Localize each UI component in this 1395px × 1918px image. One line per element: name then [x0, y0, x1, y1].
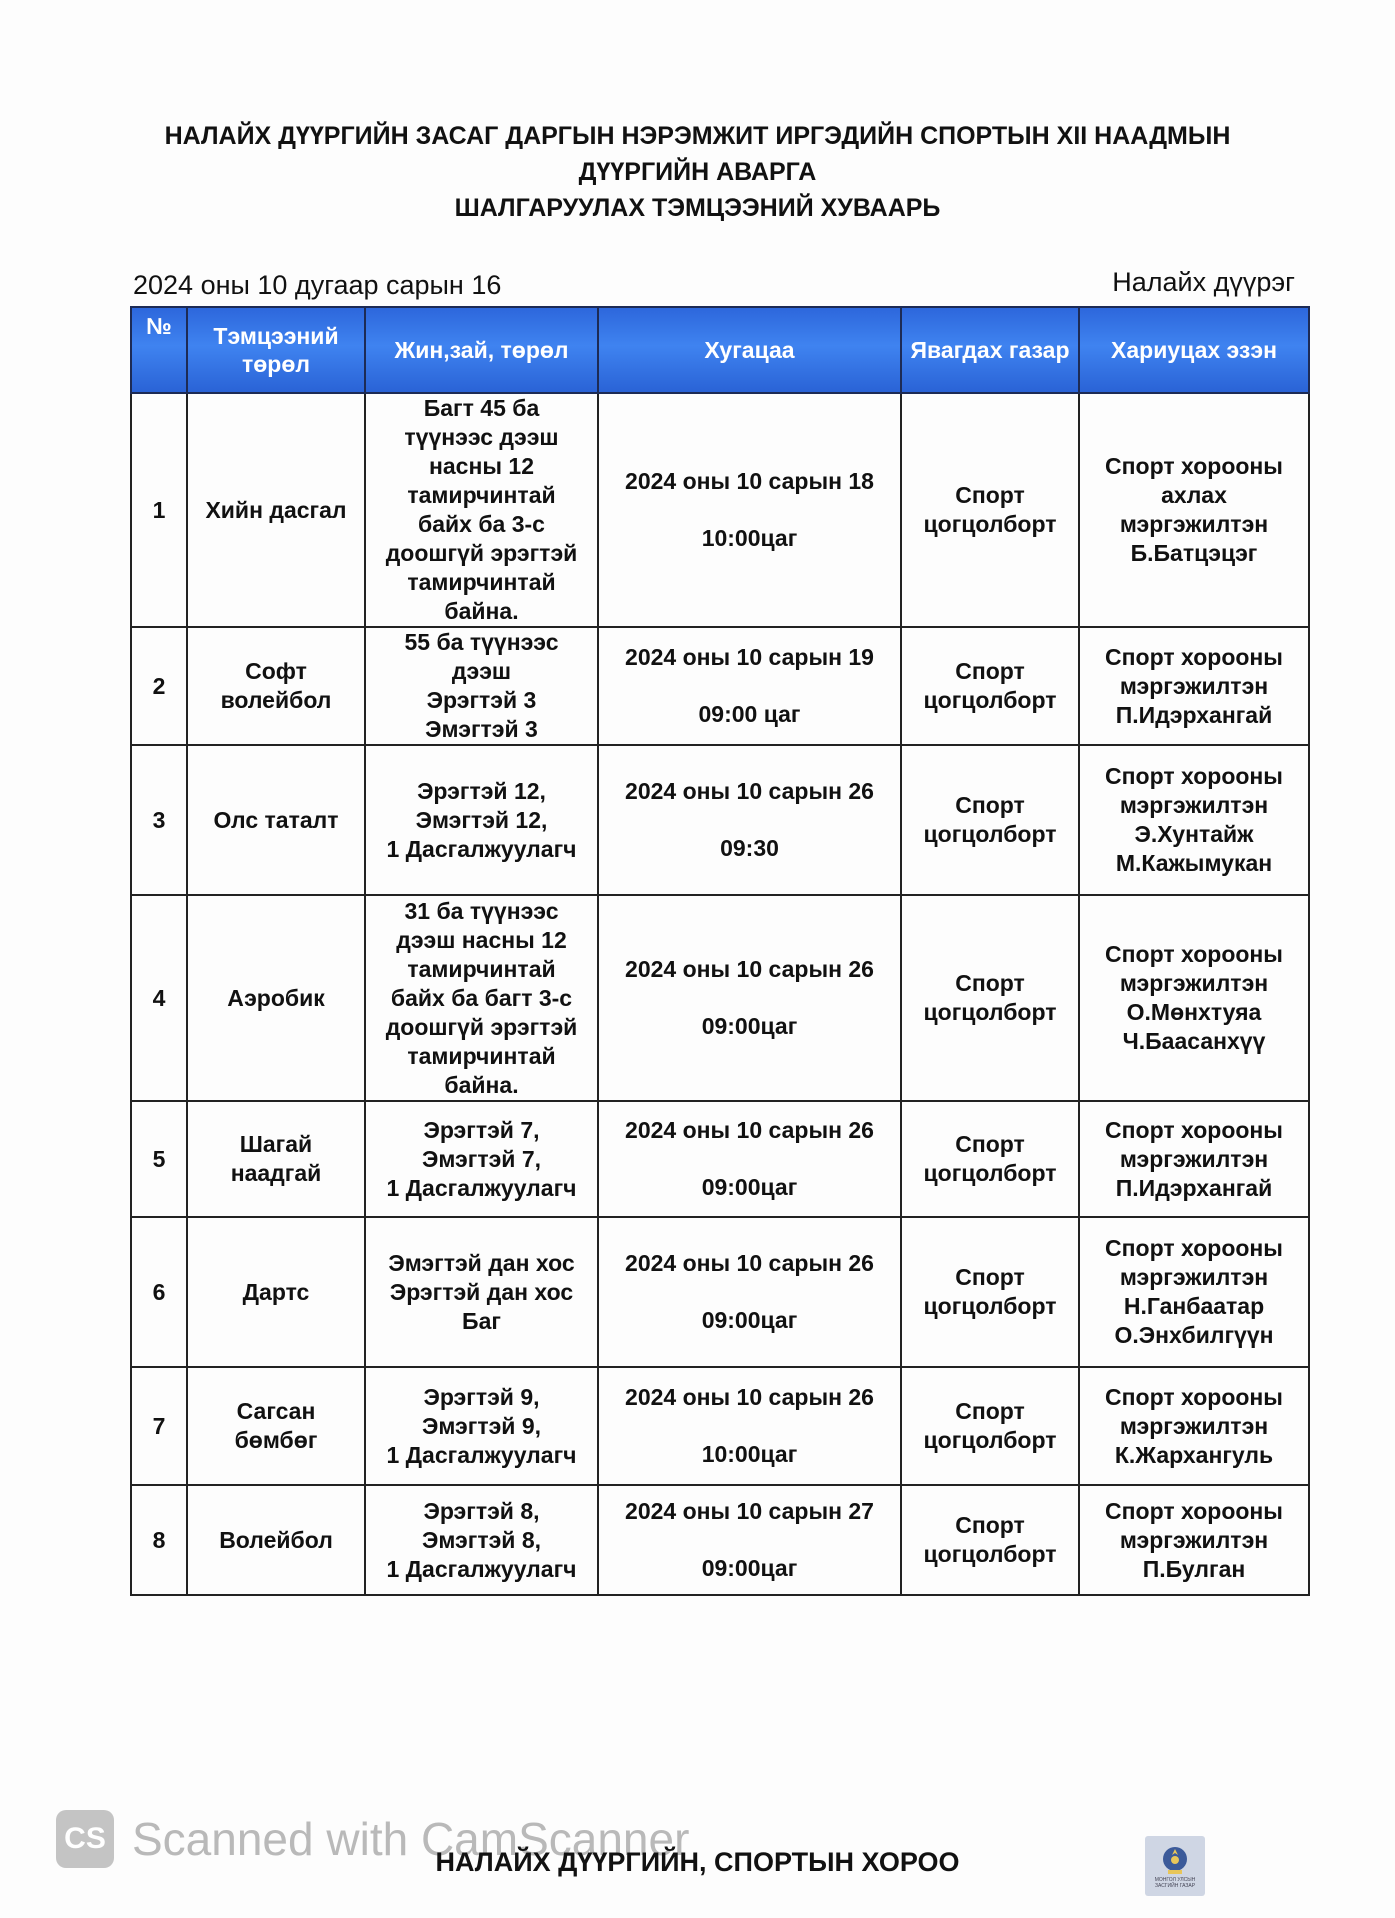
event-type: Аэробик: [187, 895, 365, 1101]
event-type: Волейбол: [187, 1485, 365, 1595]
title-line-1: НАЛАЙХ ДҮҮРГИЙН ЗАСАГ ДАРГЫН НЭРЭМЖИТ ИРГЭДИЙН СПОРТЫН XII НААДМЫН: [164, 122, 1231, 150]
event-owner: Спорт хорооны мэргэжилтэн П.Идэрхангай: [1079, 627, 1309, 745]
event-hour: 10:00цаг: [701, 1441, 798, 1467]
event-participants: 55 ба түүнээс дээш Эрэгтэй 3 Эмэгтэй 3: [365, 627, 598, 745]
table-row: [131, 895, 1309, 1101]
table-row: [131, 1101, 1309, 1217]
event-time: [598, 393, 901, 627]
event-participants: Эрэгтэй 7, Эмэгтэй 7, 1 Дасгалжуулагч: [365, 1101, 598, 1217]
event-participants: Эрэгтэй 8, Эмэгтэй 8, 1 Дасгалжуулагч: [365, 1485, 598, 1595]
event-participants: Эмэгтэй дан хос Эрэгтэй дан хос Баг: [365, 1217, 598, 1367]
document-date: 2024 оны 10 дугаар сарын 16: [133, 270, 502, 300]
event-owner: Спорт хорооны мэргэжилтэн П.Булган: [1079, 1485, 1309, 1595]
watermark-text: Scanned with CamScanner: [132, 1813, 690, 1865]
table-row: [131, 627, 1309, 745]
event-hour: 09:00цаг: [701, 1555, 798, 1581]
table-row: [131, 745, 1309, 895]
table-row: [131, 1367, 1309, 1485]
event-hour: 09:00цаг: [701, 1307, 798, 1333]
event-participants: Эрэгтэй 12, Эмэгтэй 12, 1 Дасгалжуулагч: [365, 745, 598, 895]
row-number: 6: [131, 1217, 187, 1367]
event-venue: Спорт цогцолборт: [901, 1101, 1079, 1217]
event-owner: Спорт хорооны мэргэжилтэн П.Идэрхангай: [1079, 1101, 1309, 1217]
column-header-owner: Хариуцах эзэн: [1079, 307, 1309, 393]
event-date: 2024 оны 10 сарын 27: [625, 1498, 874, 1524]
row-number: 8: [131, 1485, 187, 1595]
event-time: [598, 1101, 901, 1217]
table-header-row: [131, 307, 1309, 393]
event-venue: Спорт цогцолборт: [901, 895, 1079, 1101]
document-location: Налайх дүүрэг: [1112, 267, 1295, 297]
column-header-participants: Жин,зай, төрөл: [365, 307, 598, 393]
event-time: [598, 1367, 901, 1485]
event-time: [598, 627, 901, 745]
table-row: [131, 1485, 1309, 1595]
event-time: [598, 745, 901, 895]
footer-organization: НАЛАЙХ ДҮҮРГИЙН, СПОРТЫН ХОРОО: [435, 1847, 960, 1877]
event-type: Хийн дасгал: [187, 393, 365, 627]
event-type: Дартс: [187, 1217, 365, 1367]
row-number: 3: [131, 745, 187, 895]
event-owner: Спорт хорооны мэргэжилтэн Н.Ганбаатар О.Энхбилгүүн: [1079, 1217, 1309, 1367]
row-number: 4: [131, 895, 187, 1101]
event-date: 2024 оны 10 сарын 26: [625, 1384, 874, 1410]
event-time: [598, 895, 901, 1101]
event-hour: 10:00цаг: [701, 525, 798, 551]
title-line-2: ДҮҮРГИЙН АВАРГА: [578, 158, 817, 186]
schedule-table: [130, 306, 1310, 1596]
event-venue: Спорт цогцолборт: [901, 1485, 1079, 1595]
event-owner: Спорт хорооны мэргэжилтэн К.Жархангуль: [1079, 1367, 1309, 1485]
mongolia-emblem-icon: [1145, 1836, 1205, 1896]
event-time: [598, 1217, 901, 1367]
row-number: 1: [131, 393, 187, 627]
event-owner: Спорт хорооны ахлах мэргэжилтэн Б.Батцэцэг: [1079, 393, 1309, 627]
row-number: 7: [131, 1367, 187, 1485]
row-number: 5: [131, 1101, 187, 1217]
camscanner-logo-icon: CS: [56, 1810, 114, 1868]
event-participants: 31 ба түүнээс дээш насны 12 тамирчинтай байх ба багт 3-с доошгүй эрэгтэй тамирчинтай байна.: [365, 895, 598, 1101]
event-participants: Багт 45 ба түүнээс дээш насны 12 тамирчинтай байх ба 3-с доошгүй эрэгтэй тамирчинтай байна.: [365, 393, 598, 627]
event-venue: Спорт цогцолборт: [901, 627, 1079, 745]
event-hour: 09:00цаг: [701, 1013, 798, 1039]
column-header-number: №: [131, 307, 187, 393]
event-date: 2024 оны 10 сарын 18: [625, 468, 874, 494]
event-type: Сагсан бөмбөг: [187, 1367, 365, 1485]
event-hour: 09:00 цаг: [698, 701, 801, 727]
emblem-shape-icon: [1160, 1843, 1190, 1877]
event-date: 2024 оны 10 сарын 26: [625, 1250, 874, 1276]
event-type: Софт волейбол: [187, 627, 365, 745]
event-date: 2024 оны 10 сарын 26: [625, 778, 874, 804]
event-venue: Спорт цогцолборт: [901, 1367, 1079, 1485]
event-type: Олс таталт: [187, 745, 365, 895]
event-owner: Спорт хорооны мэргэжилтэн Э.Хунтайж М.Кажымукан: [1079, 745, 1309, 895]
event-participants: Эрэгтэй 9, Эмэгтэй 9, 1 Дасгалжуулагч: [365, 1367, 598, 1485]
title-line-3: ШАЛГАРУУЛАХ ТЭМЦЭЭНИЙ ХУВААРЬ: [454, 194, 941, 222]
event-owner: Спорт хорооны мэргэжилтэн О.Мөнхтуяа Ч.Баасанхүү: [1079, 895, 1309, 1101]
event-hour: 09:00цаг: [701, 1174, 798, 1200]
table-row: [131, 1217, 1309, 1367]
column-header-type: Тэмцээний төрөл: [187, 307, 365, 393]
event-date: 2024 оны 10 сарын 19: [625, 644, 874, 670]
event-hour: 09:30: [720, 835, 779, 861]
table-row: [131, 393, 1309, 627]
event-date: 2024 оны 10 сарын 26: [625, 1117, 874, 1143]
column-header-time: Хугацаа: [598, 307, 901, 393]
document-title: [0, 118, 1395, 226]
row-number: 2: [131, 627, 187, 745]
event-date: 2024 оны 10 сарын 26: [625, 956, 874, 982]
event-time: [598, 1485, 901, 1595]
seal-text: МОНГОЛ УЛСЫН ЗАСГИЙН ГАЗАР: [1154, 1877, 1196, 1889]
column-header-venue: Явагдах газар: [901, 307, 1079, 393]
event-venue: Спорт цогцолборт: [901, 393, 1079, 627]
event-type: Шагай наадгай: [187, 1101, 365, 1217]
event-venue: Спорт цогцолборт: [901, 1217, 1079, 1367]
event-venue: Спорт цогцолборт: [901, 745, 1079, 895]
